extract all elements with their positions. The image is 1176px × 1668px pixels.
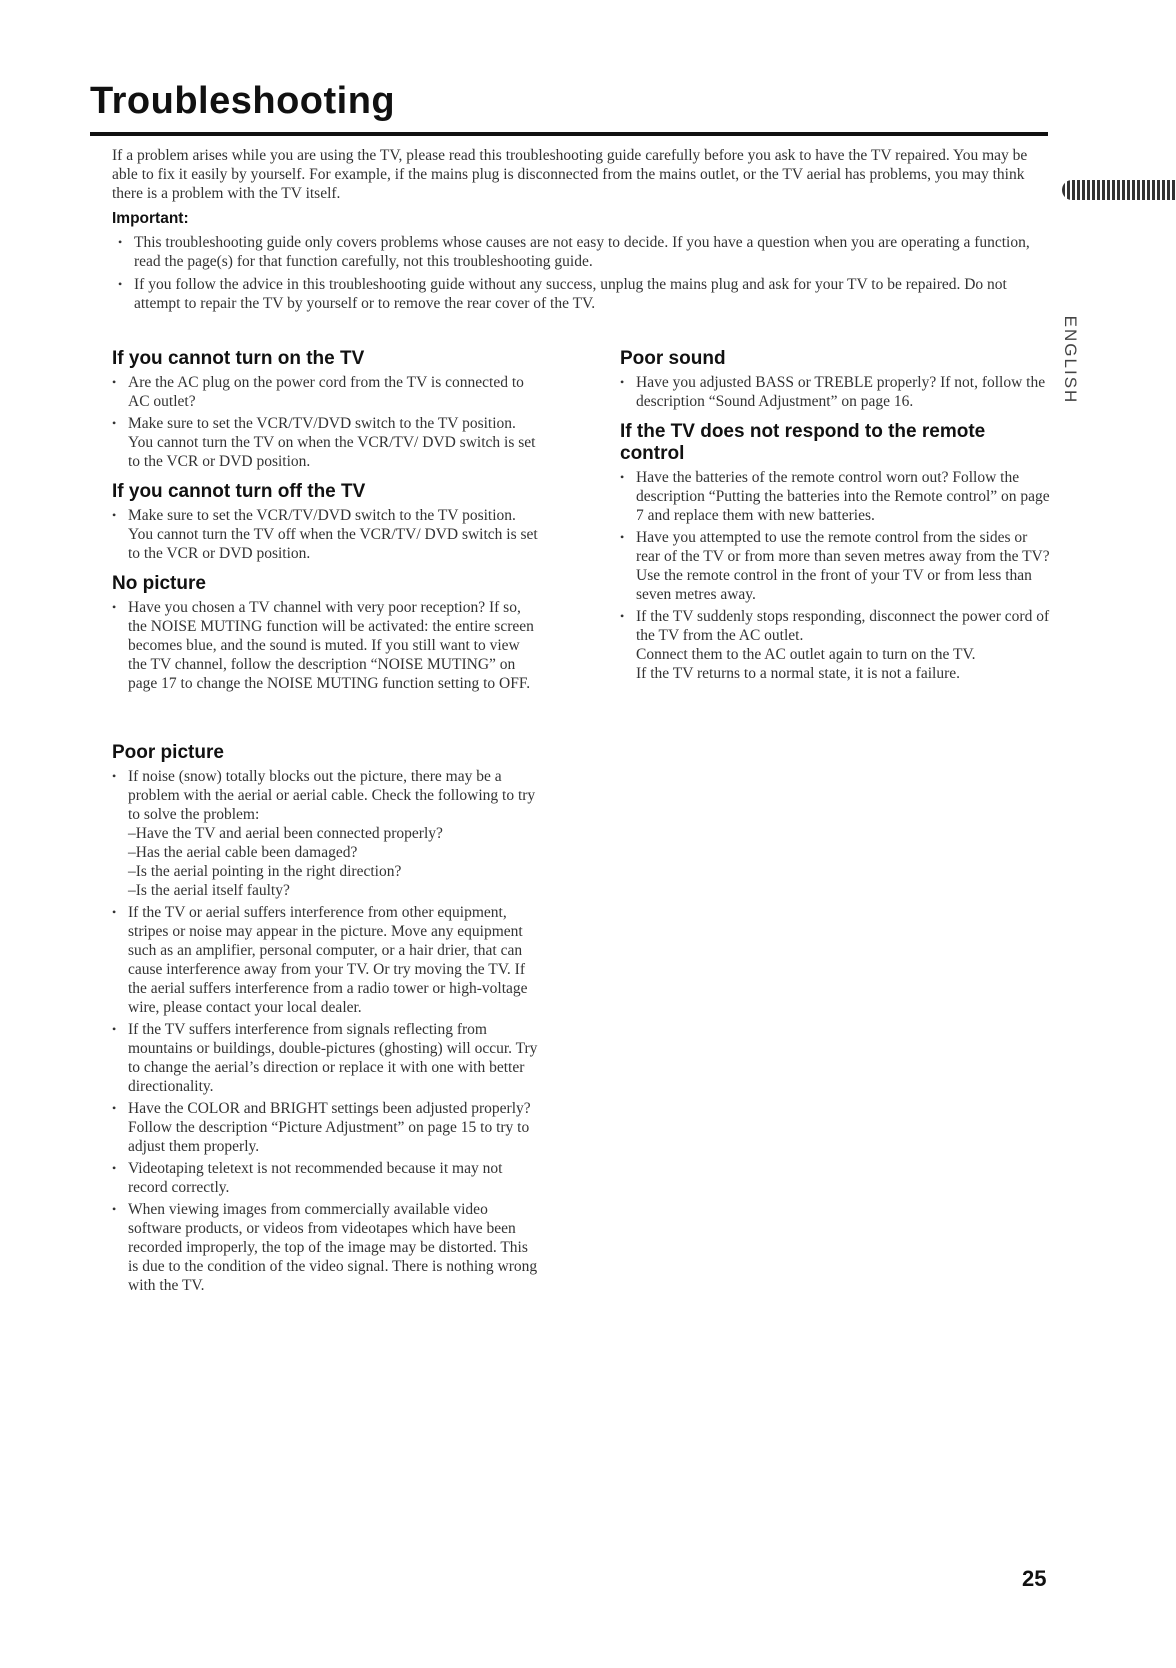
edge-tab-marker: [1062, 180, 1176, 200]
list-item: • Have you adjusted BASS or TREBLE properly? If not, follow the description “Sound Adjustment” on page 16.: [620, 373, 1050, 411]
list-item-line: Connect them to the AC outlet again to turn on the TV.: [636, 646, 976, 663]
page-title: Troubleshooting: [90, 80, 396, 122]
list-item: • If the TV suffers interference from signals reflecting from mountains or buildings, double-pictures (ghosting) will occur. Try to change the aerial’s direction or replace it with one with better directionality.: [112, 1020, 542, 1096]
list-item-line: • If the TV suddenly stops responding, disconnect the power cord of the TV from the AC outlet.: [636, 608, 1050, 644]
language-side-tab: [1059, 300, 1081, 420]
list-item-text: • If noise (snow) totally blocks out the picture, there may be a problem with the aerial or aerial cable. Check the following to try to solve the problem:: [128, 768, 536, 823]
list-item: • Have you chosen a TV channel with very poor reception? If so, the NOISE MUTING function will be activated: the entire screen becomes blue, and the sound is muted. If you still want to view the TV channel, follow the description “NOISE MUTING” on page 17 to change the NOISE MUTING function setting to OFF.: [112, 598, 542, 693]
check-line: –Has the aerial cable been damaged?: [128, 844, 358, 861]
section-no-picture: [112, 573, 542, 693]
section-cannot-turn-off: [112, 481, 542, 563]
section-poor-picture: [112, 742, 542, 1298]
section-heading: Poor picture: [112, 742, 224, 763]
right-column: [620, 348, 1050, 693]
section-poor-sound: [620, 348, 1050, 411]
list-item: • Are the AC plug on the power cord from the TV is connected to AC outlet?: [112, 373, 542, 411]
important-item: • If you follow the advice in this troubleshooting guide without any success, unplug the mains plug and ask for your TV to be repaired. Do not attempt to repair the TV by yourself or to remove the rear cover of the TV.: [118, 275, 1048, 313]
section-heading: No picture: [112, 573, 206, 594]
list-item: • Have the batteries of the remote control worn out? Follow the description “Putting the batteries into the Remote control” on page 7 and replace them with new batteries.: [620, 468, 1050, 525]
section-heading: Poor sound: [620, 348, 726, 369]
section-remote-control: [620, 421, 1050, 683]
list-item: • When viewing images from commercially available video software products, or videos from videotapes which have been recorded improperly, the top of the image may be distorted. This is due to the condition of the video signal. There is nothing wrong with the TV.: [112, 1200, 542, 1295]
list-item: • Videotaping teletext is not recommended because it may not record correctly.: [112, 1159, 542, 1197]
list-item: • Make sure to set the VCR/TV/DVD switch to the TV position. You cannot turn the TV off when the VCR/TV/ DVD switch is set to the VCR or DVD position.: [112, 506, 542, 563]
list-item: [620, 607, 1050, 683]
important-label: Important:: [112, 210, 189, 227]
list-item-line: If the TV returns to a normal state, it is not a failure.: [636, 665, 960, 682]
section-cannot-turn-on: [112, 348, 542, 471]
important-item: • This troubleshooting guide only covers problems whose causes are not easy to decide. If you have a question when you are operating a function, read the page(s) for that function carefully, not this troubleshooting guide.: [118, 233, 1048, 271]
language-label: ENGLISH: [1061, 315, 1080, 405]
check-line: –Have the TV and aerial been connected properly?: [128, 825, 443, 842]
check-line: –Is the aerial itself faulty?: [128, 882, 290, 899]
page-number: 25: [1022, 1566, 1047, 1591]
list-item: • If the TV or aerial suffers interference from other equipment, stripes or noise may appear in the picture. Move any equipment such as an amplifier, personal computer, or a hair drier, that can cause interference away from your TV. Or try moving the TV. If the aerial suffers interference from a radio tower or high-voltage wire, please contact your local dealer.: [112, 903, 542, 1017]
list-item: • Have the COLOR and BRIGHT settings been adjusted properly? Follow the description “Picture Adjustment” on page 15 to try to adjust them properly.: [112, 1099, 542, 1156]
list-item: • Make sure to set the VCR/TV/DVD switch to the TV position. You cannot turn the TV on when the VCR/TV/ DVD switch is set to the VCR or DVD position.: [112, 414, 542, 471]
list-item: • Have you attempted to use the remote control from the sides or rear of the TV or from more than seven metres away from the TV? Use the remote control in the front of your TV or from less than seven metres away.: [620, 528, 1050, 604]
title-divider: [90, 132, 1048, 136]
check-line: –Is the aerial pointing in the right direction?: [128, 863, 402, 880]
intro-paragraph: If a problem arises while you are using the TV, please read this troubleshooting guide carefully before you ask to have the TV repaired. You may be able to fix it easily by yourself. For example, if the mains plug is disconnected from the mains outlet, or the TV aerial has problems, you may think there is a problem with the TV itself.: [112, 147, 1028, 202]
left-column: [112, 348, 542, 703]
section-heading: If you cannot turn on the TV: [112, 348, 365, 369]
section-heading: If you cannot turn off the TV: [112, 481, 366, 502]
important-list: [118, 233, 1048, 317]
list-item: [112, 767, 542, 900]
section-heading: If the TV does not respond to the remote control: [620, 421, 986, 464]
